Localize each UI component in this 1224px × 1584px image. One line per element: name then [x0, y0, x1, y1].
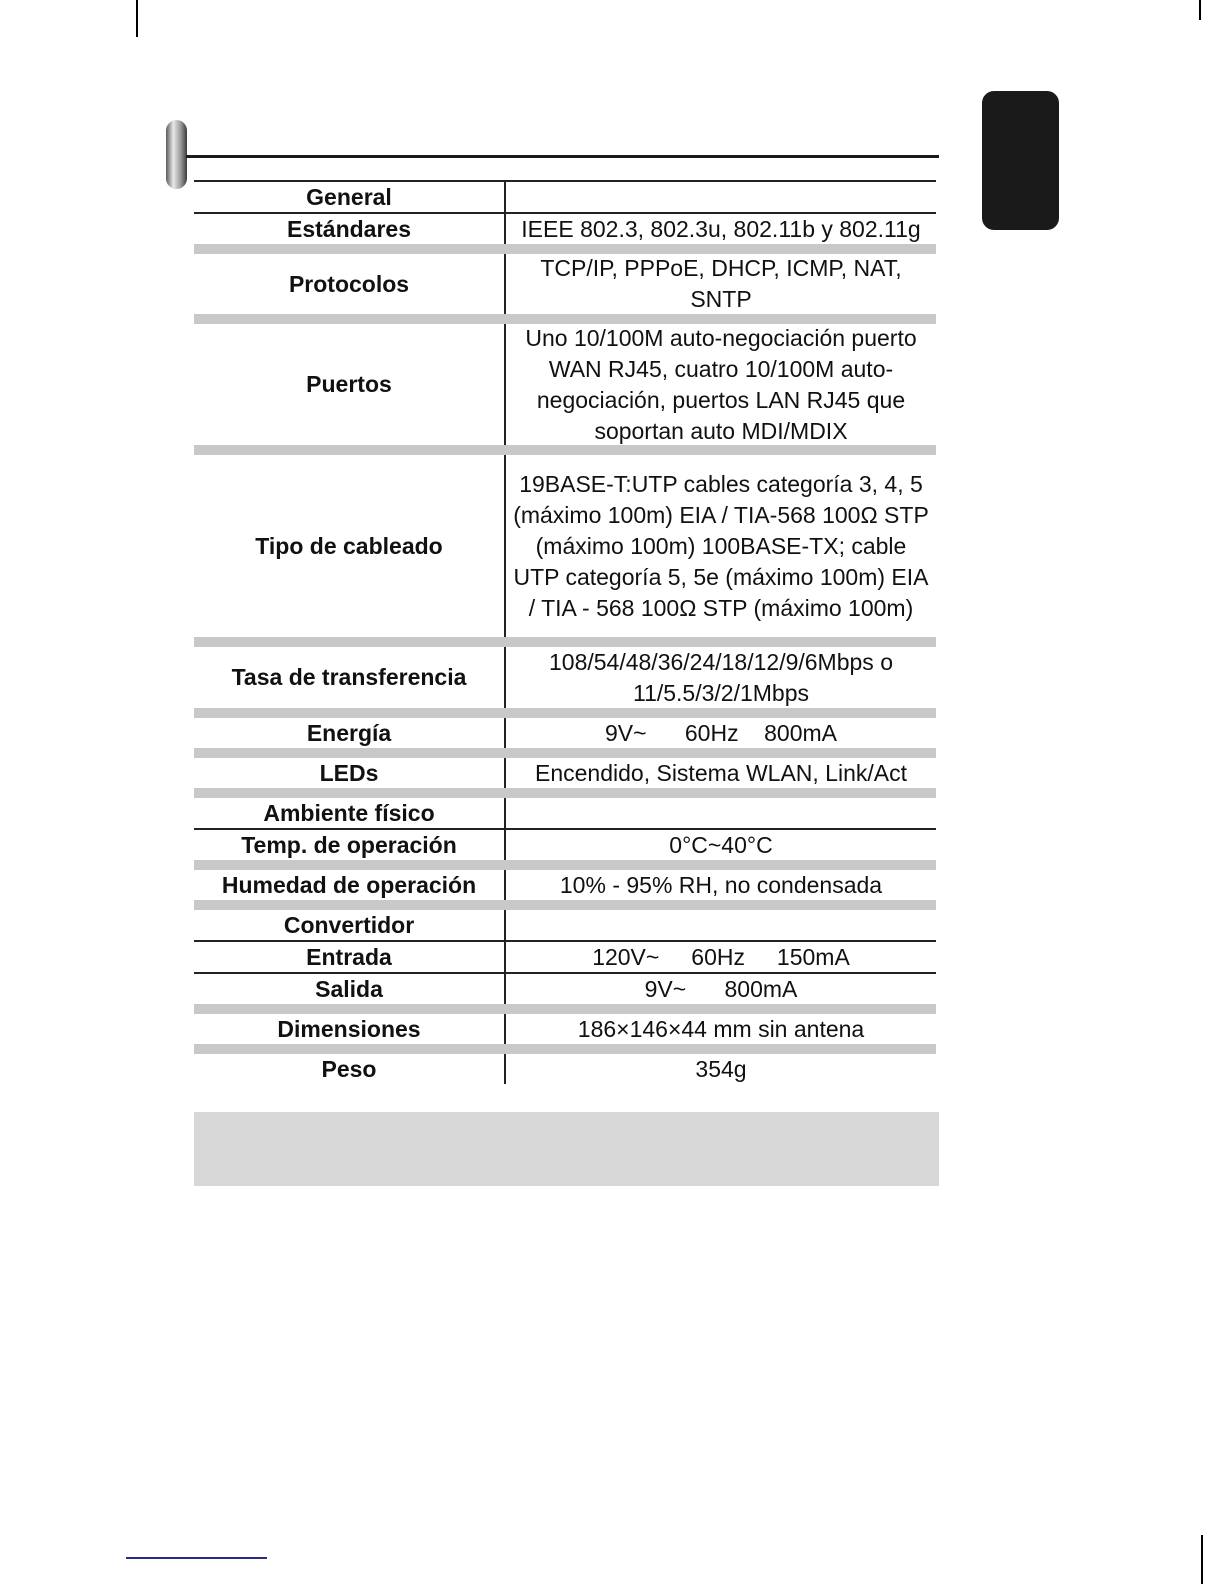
spec-value: Encendido, Sistema WLAN, Link/Act	[535, 759, 907, 786]
spec-label: Tasa de transferencia	[194, 647, 506, 708]
spec-value	[506, 798, 936, 828]
spec-row	[194, 758, 936, 788]
spec-value: IEEE 802.3, 802.3u, 802.11b y 802.11g	[521, 215, 921, 242]
spec-value	[506, 182, 936, 212]
spec-row	[194, 830, 936, 860]
row-separator-band	[194, 788, 936, 798]
spec-row	[194, 1054, 936, 1084]
row-separator-band	[194, 900, 936, 910]
spec-value: 108/54/48/36/24/18/12/9/6Mbps o 11/5.5/3/2/1Mbps	[548, 648, 900, 706]
spec-row	[194, 647, 936, 708]
spec-label: Ambiente físico	[194, 798, 506, 828]
spec-row	[194, 942, 936, 972]
spec-label: Protocolos	[194, 254, 506, 314]
spec-label: Energía	[194, 718, 506, 748]
spec-label: Dimensiones	[194, 1014, 506, 1044]
spec-value	[506, 910, 936, 940]
spec-label: Tipo de cableado	[194, 455, 506, 637]
language-side-tab	[982, 91, 1059, 230]
spec-row	[194, 798, 936, 828]
row-separator-band	[194, 860, 936, 870]
row-separator-band	[194, 748, 936, 758]
row-separator-band	[194, 1004, 936, 1014]
section-rule	[186, 155, 939, 158]
spec-value: 9V~ 60Hz 800mA	[604, 719, 838, 746]
spec-value: 19BASE-T:UTP cables categoría 3, 4, 5 (máximo 100m) EIA / TIA-568 100Ω STP (máximo 100m) 100BASE-TX; cable UTP categoría 5, 5e (máximo 100m) EIA / TIA - 568 100Ω STP (máximo 100m)	[513, 470, 936, 621]
spec-row	[194, 1014, 936, 1044]
row-separator-band	[194, 445, 936, 455]
spec-value: 0°C~40°C	[669, 831, 773, 858]
spec-row	[194, 254, 936, 314]
spec-row	[194, 214, 936, 244]
note-box	[194, 1112, 939, 1186]
spec-value: 354g	[695, 1055, 747, 1082]
crop-mark-right	[1199, 0, 1201, 20]
spec-value: 9V~ 800mA	[644, 975, 798, 1002]
spec-row	[194, 324, 936, 445]
footer-line	[126, 1557, 267, 1559]
spec-value: 10% - 95% RH, no condensada	[559, 871, 883, 898]
section-marker-icon	[166, 120, 187, 189]
spec-row	[194, 718, 936, 748]
crop-mark-bottom-right	[1201, 1535, 1203, 1584]
spec-row	[194, 182, 936, 212]
spec-label: Peso	[194, 1054, 506, 1084]
spec-label: Entrada	[194, 942, 506, 972]
crop-mark-left	[136, 0, 138, 37]
spec-value: 120V~ 60Hz 150mA	[592, 943, 850, 970]
spec-label: General	[194, 182, 506, 212]
spec-value: Uno 10/100M auto-negociación puerto WAN RJ45, cuatro 10/100M auto-negociación, puertos LAN RJ45 que soportan auto MDI/MDIX	[525, 324, 924, 444]
spec-table	[194, 180, 936, 1084]
spec-label: Humedad de operación	[194, 870, 506, 900]
spec-value: TCP/IP, PPPoE, DHCP, ICMP, NAT, SNTP	[540, 255, 909, 312]
spec-label: LEDs	[194, 758, 506, 788]
spec-label: Convertidor	[194, 910, 506, 940]
spec-label: Temp. de operación	[194, 830, 506, 860]
spec-row	[194, 910, 936, 940]
row-separator-band	[194, 708, 936, 718]
spec-label: Salida	[194, 974, 506, 1004]
spec-label: Estándares	[194, 214, 506, 244]
spec-value: 186×146×44 mm sin antena	[577, 1015, 865, 1042]
spec-row	[194, 974, 936, 1004]
row-separator-band	[194, 1044, 936, 1054]
spec-row	[194, 455, 936, 637]
row-separator-band	[194, 637, 936, 647]
spec-label: Puertos	[194, 324, 506, 445]
spec-row	[194, 870, 936, 900]
